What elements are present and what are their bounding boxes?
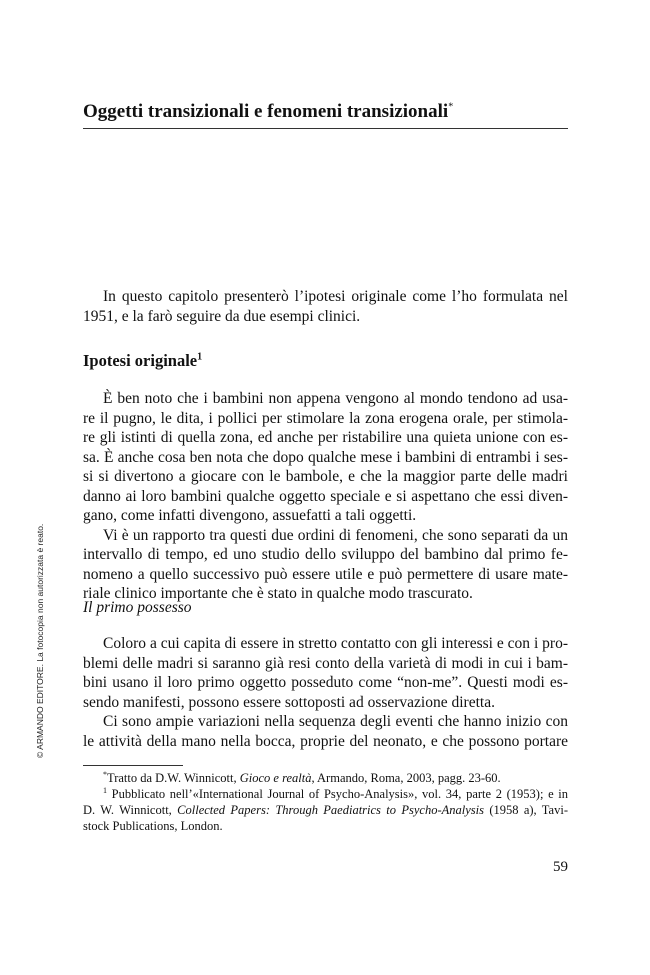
footnote-text: , Armando, Roma, 2003, pagg. 23-60. [311, 771, 501, 785]
section-heading-footnote-marker: 1 [197, 351, 203, 363]
text-line: sa. È anche cosa ben nota che dopo qualche mese i bambini di entrambi i ses- [83, 448, 568, 466]
text-line: danno ai loro bambini qualche oggetto speciale e si aspettano che essi diven- [83, 487, 568, 505]
text-line: si si divertono a giocare con le bambole, e che la maggior parte delle madri [83, 468, 568, 485]
text-line: intervallo di tempo, ed uno studio dello sviluppo del bambino dal primo fe- [83, 546, 568, 563]
section-heading-text: Ipotesi originale [83, 351, 198, 370]
footnote-one-line [83, 802, 568, 818]
text-line: re gli istinti di quella zona, ed anche per ristabilire una quieta unione con es- [83, 429, 568, 446]
text-line: nomeno a quello successivo può essere utile e può permettere di usare mate- [83, 565, 568, 583]
copyright-notice: © ARMANDO EDITORE. La fotocopia non autorizzata è reato. [35, 523, 45, 758]
section-heading [83, 351, 202, 371]
text-line: Vi è un rapporto tra questi due ordini di fenomeni, che sono separati da un [103, 526, 568, 544]
chapter-title-footnote-marker: * [448, 101, 454, 113]
section-body [83, 389, 568, 604]
subsection-heading: Il primo possesso [83, 599, 192, 616]
footnote-text: D. W. Winnicott, [83, 803, 178, 817]
intro-paragraph [83, 287, 568, 326]
text-line: 1951, e la farò seguire da due esempi clinici. [83, 307, 361, 325]
footnote-divider [83, 765, 183, 766]
footnote-one-line: stock Publications, London. [83, 819, 223, 833]
footnote-marker: * [103, 769, 107, 779]
footnote-star [83, 770, 568, 786]
text-line: riale clinico importante che è stato in qualche modo trascurato. [83, 585, 473, 602]
footnote-book-title: Gioco e realtà [239, 771, 312, 785]
text-line: sendo manifesti, possono essere sottoposti ad osservazione diretta. [83, 693, 495, 711]
text-line: È ben noto che i bambini non appena vengono al mondo tendono ad usa- [103, 390, 568, 407]
footnote-one-line [83, 786, 568, 802]
text-line: bini usano il loro primo oggetto posseduto come “non-me”. Questi modi es- [83, 674, 568, 691]
text-line: blemi delle madri si saranno già resi conto della varietà di modi in cui i bam- [83, 654, 568, 672]
page-number: 59 [553, 859, 568, 875]
chapter-title-text: Oggetti transizionali e fenomeni transizionali [83, 101, 449, 122]
chapter-title [83, 100, 568, 129]
footnote-text: Tratto da D.W. Winnicott, [107, 771, 240, 785]
text-line: re il pugno, le dita, i pollici per stimolare la zona erogena orale, per stimola- [83, 409, 568, 427]
text-line: le attività della mano nella bocca, proprie del neonato, e che possono portare [83, 732, 568, 750]
footnote-marker: 1 [103, 785, 107, 795]
footnote-text: (1958 a), Tavi- [483, 803, 568, 817]
subsection-body [83, 634, 568, 751]
footnote-book-title: Collected Papers: Through Paediatrics to Psycho-Analysis [177, 803, 484, 817]
text-line: gano, come infatti divengono, assuefatti a tali oggetti. [83, 507, 417, 524]
text-line: Ci sono ampie variazioni nella sequenza degli eventi che hanno inizio con [103, 713, 568, 730]
text-line: Coloro a cui capita di essere in stretto contatto con gli interessi e con i pro- [103, 635, 568, 652]
footnotes [83, 770, 568, 834]
footnote-text: Pubblicato nell’«International Journal of Psycho-Analysis», vol. 34, parte 2 (1953); e in [111, 787, 568, 801]
text-line: In questo capitolo presenterò l’ipotesi originale come l’ho formulata nel [103, 288, 568, 305]
